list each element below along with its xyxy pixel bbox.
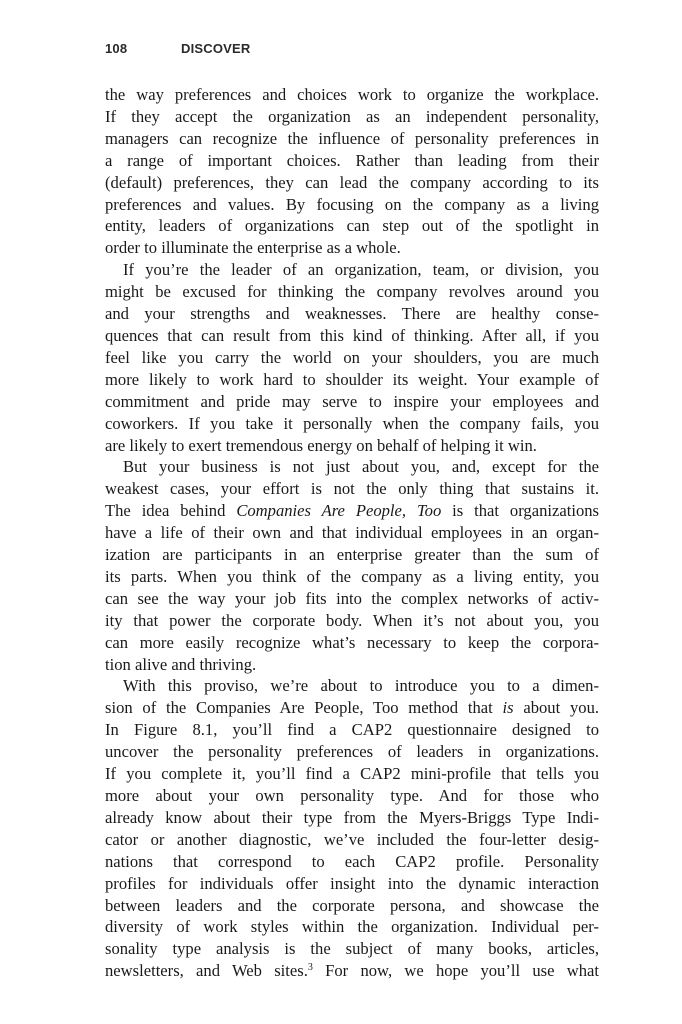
text-line: are likely to exert tremendous energy on behalf of helping it win. (105, 435, 537, 455)
footnote-marker[interactable]: 3 (307, 962, 313, 974)
text-line: its parts. When you think of the company as a living entity, you (105, 566, 599, 586)
italic-text: is (502, 698, 514, 718)
text-line: If they accept the organization as an independent personality, (105, 106, 599, 126)
text-run: sion of the Companies Are People, Too method that (105, 698, 503, 718)
text-line: But your business is not just about you, and, except for the (123, 457, 599, 477)
text-line: entity, leaders of organizations can step out of the spotlight in (105, 216, 599, 236)
text-line: the way preferences and choices work to organize the workplace. (105, 85, 599, 104)
text-line: tion alive and thriving. (105, 654, 257, 674)
text-line: can more easily recognize what’s necessary to keep the corpora- (105, 632, 599, 652)
page-number: 108 (105, 41, 128, 56)
text-line: (default) preferences, they can lead the company according to its (105, 172, 599, 192)
text-line: diversity of work styles within the organization. Individual per- (105, 917, 599, 937)
text-line: and your strengths and weaknesses. There are healthy conse- (105, 304, 599, 324)
running-header (105, 41, 251, 56)
text-line: commitment and pride may serve to inspire your employees and (105, 391, 599, 411)
text-line: weakest cases, your effort is not the only thing that sustains it. (105, 479, 599, 499)
text-line: sonality type analysis is the subject of many books, articles, (105, 939, 599, 959)
text-line: If you’re the leader of an organization, team, or division, you (123, 260, 599, 280)
text-line: If you complete it, you’ll find a CAP2 mini-profile that tells you (105, 764, 599, 784)
text-line: nations that correspond to each CAP2 profile. Personality (105, 851, 599, 871)
text-line: cator or another diagnostic, we’ve included the four-letter desig- (105, 829, 599, 849)
text-line: might be excused for thinking the company revolves around you (105, 282, 599, 302)
text-line (105, 960, 599, 982)
text-line: more likely to work hard to shoulder its weight. Your example of (105, 369, 599, 389)
text-line: With this proviso, we’re about to introduce you to a dimen- (123, 676, 599, 696)
body-text (105, 84, 599, 982)
text-line: order to illuminate the enterprise as a whole. (105, 238, 401, 258)
text-line: feel like you carry the world on your shoulders, you are much (105, 347, 599, 367)
section-title: DISCOVER (181, 41, 251, 56)
text-line: have a life of their own and that individual employees in an organ- (105, 523, 599, 543)
text-line: ity that power the corporate body. When it’s not about you, you (105, 610, 599, 630)
text-line: between leaders and the corporate persona, and showcase the (105, 895, 599, 915)
text-line: quences that can result from this kind of thinking. After all, if you (105, 325, 599, 345)
text-run: about you. (513, 698, 600, 718)
text-line: coworkers. If you take it personally when the company fails, you (105, 413, 599, 433)
text-line: profiles for individuals offer insight into the dynamic interaction (105, 873, 599, 893)
paragraph (105, 675, 599, 982)
text-line: already know about their type from the Myers-Briggs Type Indi- (105, 807, 599, 827)
text-line: a range of important choices. Rather than leading from their (105, 150, 599, 170)
text-run: For now, we hope you’ll use what (312, 961, 599, 981)
text-line (105, 697, 599, 719)
text-line: preferences and values. By focusing on the company as a living (105, 194, 599, 214)
text-line: can see the way your job fits into the complex networks of activ- (105, 588, 599, 608)
text-line: more about your own personality type. And for those who (105, 786, 599, 805)
text-run: is that organizations (441, 501, 599, 521)
text-run: The idea behind (105, 501, 237, 521)
paragraph (105, 84, 599, 259)
text-line: In Figure 8.1, you’ll find a CAP2 questionnaire designed to (105, 720, 599, 740)
italic-text: Companies Are People, Too (236, 501, 442, 521)
text-line: managers can recognize the influence of personality preferences in (105, 128, 599, 148)
text-run: newsletters, and Web sites. (105, 961, 308, 981)
text-line (105, 500, 599, 522)
text-line: uncover the personality preferences of leaders in organizations. (105, 742, 599, 762)
paragraph (105, 456, 599, 675)
text-line: ization are participants in an enterprise greater than the sum of (105, 545, 599, 565)
paragraph (105, 259, 599, 456)
